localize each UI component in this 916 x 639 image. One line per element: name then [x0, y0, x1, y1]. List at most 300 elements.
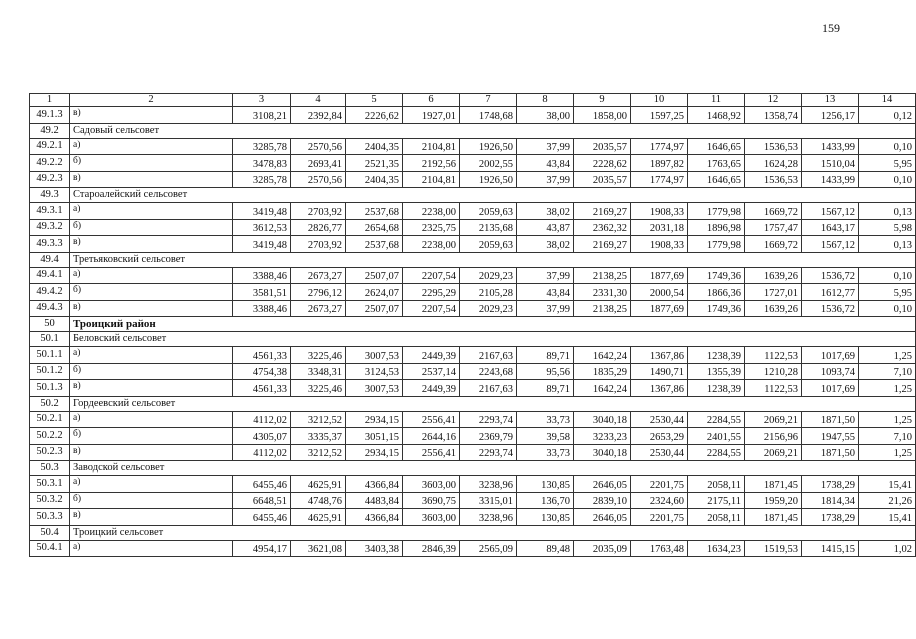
- table-cell: 1468,92: [688, 107, 745, 124]
- table-cell: 2104,81: [403, 138, 460, 155]
- table-cell: 2673,27: [291, 267, 346, 284]
- table-cell: 2646,05: [574, 476, 631, 493]
- table-cell: 2238,00: [403, 236, 460, 253]
- table-cell: 2058,11: [688, 476, 745, 493]
- table-header-row: [30, 94, 916, 107]
- table-cell: 2934,15: [346, 411, 403, 428]
- table-cell: 3225,46: [291, 380, 346, 397]
- table-cell: 1597,25: [631, 107, 688, 124]
- table-cell: 1959,20: [745, 492, 802, 509]
- table-cell: 1367,86: [631, 380, 688, 397]
- row-code: 49.4.2: [30, 284, 70, 301]
- table-cell: 2243,68: [460, 363, 517, 380]
- column-header: 6: [403, 94, 460, 107]
- row-code: 49.4.1: [30, 267, 70, 284]
- table-cell: 2404,35: [346, 171, 403, 188]
- row-code: 49.2.1: [30, 138, 70, 155]
- table-row: [30, 107, 916, 124]
- table-cell: 3603,00: [403, 476, 460, 493]
- row-label: а): [70, 540, 233, 557]
- table-cell: 2293,74: [460, 444, 517, 461]
- table-cell: 15,41: [859, 476, 916, 493]
- row-code: 49.3.1: [30, 203, 70, 220]
- table-row: [30, 492, 916, 509]
- table-cell: 1774,97: [631, 138, 688, 155]
- row-label: а): [70, 411, 233, 428]
- table-cell: 2846,39: [403, 540, 460, 557]
- table-cell: 2521,35: [346, 155, 403, 172]
- row-label: б): [70, 428, 233, 445]
- table-cell: 1749,36: [688, 300, 745, 317]
- table-cell: 2226,62: [346, 107, 403, 124]
- table-cell: 4366,84: [346, 509, 403, 526]
- table-row: [30, 267, 916, 284]
- column-header: 7: [460, 94, 517, 107]
- row-code: 50.3.2: [30, 492, 70, 509]
- table-cell: 38,02: [517, 203, 574, 220]
- table-cell: 3040,18: [574, 444, 631, 461]
- table-row: [30, 284, 916, 301]
- row-label: а): [70, 203, 233, 220]
- table-cell: 1669,72: [745, 203, 802, 220]
- section-row: [30, 123, 916, 138]
- table-cell: 3621,08: [291, 540, 346, 557]
- section-title: Троицкий сельсовет: [70, 525, 916, 540]
- table-cell: 1433,99: [802, 171, 859, 188]
- table-row: [30, 444, 916, 461]
- table-cell: 1624,28: [745, 155, 802, 172]
- table-cell: 1,25: [859, 347, 916, 364]
- table-cell: 2826,77: [291, 219, 346, 236]
- table-cell: 3238,96: [460, 476, 517, 493]
- table-cell: 4112,02: [233, 444, 291, 461]
- table-cell: 2654,68: [346, 219, 403, 236]
- section-code: 49.2: [30, 123, 70, 138]
- table-cell: 2104,81: [403, 171, 460, 188]
- table-cell: 2069,21: [745, 411, 802, 428]
- table-cell: 2570,56: [291, 138, 346, 155]
- table-cell: 1367,86: [631, 347, 688, 364]
- table-cell: 33,73: [517, 444, 574, 461]
- row-label: б): [70, 284, 233, 301]
- table-cell: 130,85: [517, 476, 574, 493]
- table-cell: 0,10: [859, 138, 916, 155]
- table-cell: 43,84: [517, 284, 574, 301]
- table-cell: 3040,18: [574, 411, 631, 428]
- table-cell: 3348,31: [291, 363, 346, 380]
- table-cell: 2295,29: [403, 284, 460, 301]
- table-cell: 6455,46: [233, 476, 291, 493]
- row-label: в): [70, 236, 233, 253]
- table-cell: 5,98: [859, 219, 916, 236]
- table-cell: 2059,63: [460, 203, 517, 220]
- table-cell: 1908,33: [631, 236, 688, 253]
- section-title: Беловский сельсовет: [70, 332, 916, 347]
- table-cell: 1646,65: [688, 171, 745, 188]
- section-code: 49.4: [30, 252, 70, 267]
- table-cell: 2284,55: [688, 411, 745, 428]
- table-cell: 1256,17: [802, 107, 859, 124]
- row-code: 49.4.3: [30, 300, 70, 317]
- table-cell: 2530,44: [631, 444, 688, 461]
- table-cell: 38,02: [517, 236, 574, 253]
- table-cell: 1757,47: [745, 219, 802, 236]
- table-cell: 2392,84: [291, 107, 346, 124]
- table-cell: 2175,11: [688, 492, 745, 509]
- row-code: 49.3.2: [30, 219, 70, 236]
- table-cell: 1,25: [859, 411, 916, 428]
- table-cell: 2530,44: [631, 411, 688, 428]
- table-cell: 2201,75: [631, 509, 688, 526]
- table-cell: 33,73: [517, 411, 574, 428]
- table-row: [30, 540, 916, 557]
- table-cell: 2673,27: [291, 300, 346, 317]
- row-label: в): [70, 107, 233, 124]
- table-cell: 2207,54: [403, 300, 460, 317]
- table-cell: 2029,23: [460, 267, 517, 284]
- row-label: а): [70, 267, 233, 284]
- table-cell: 2105,28: [460, 284, 517, 301]
- table-cell: 0,10: [859, 171, 916, 188]
- table-cell: 1774,97: [631, 171, 688, 188]
- section-row: [30, 252, 916, 267]
- table-cell: 21,26: [859, 492, 916, 509]
- table-cell: 2624,07: [346, 284, 403, 301]
- table-cell: 3212,52: [291, 411, 346, 428]
- table-cell: 1,02: [859, 540, 916, 557]
- table-cell: 3238,96: [460, 509, 517, 526]
- row-code: 49.3.3: [30, 236, 70, 253]
- table-cell: 1519,53: [745, 540, 802, 557]
- table-cell: 2058,11: [688, 509, 745, 526]
- table-cell: 4561,33: [233, 347, 291, 364]
- table-cell: 7,10: [859, 428, 916, 445]
- table-cell: 1358,74: [745, 107, 802, 124]
- section-title: Заводской сельсовет: [70, 461, 916, 476]
- row-code: 50.2.2: [30, 428, 70, 445]
- table-cell: 2324,60: [631, 492, 688, 509]
- row-label: а): [70, 138, 233, 155]
- column-header: 14: [859, 94, 916, 107]
- table-cell: 43,84: [517, 155, 574, 172]
- table-cell: 1567,12: [802, 236, 859, 253]
- table-cell: 1536,53: [745, 138, 802, 155]
- table-cell: 3612,53: [233, 219, 291, 236]
- table-cell: 1612,77: [802, 284, 859, 301]
- table-cell: 7,10: [859, 363, 916, 380]
- table-row: [30, 236, 916, 253]
- table-cell: 2000,54: [631, 284, 688, 301]
- table-cell: 4625,91: [291, 476, 346, 493]
- table-cell: 1877,69: [631, 267, 688, 284]
- table-cell: 3335,37: [291, 428, 346, 445]
- table-cell: 1643,17: [802, 219, 859, 236]
- table-cell: 1634,23: [688, 540, 745, 557]
- section-code: 50.3: [30, 461, 70, 476]
- table-cell: 1536,53: [745, 171, 802, 188]
- tariff-table: [29, 93, 916, 557]
- table-cell: 1639,26: [745, 300, 802, 317]
- table-cell: 1749,36: [688, 267, 745, 284]
- table-cell: 2059,63: [460, 236, 517, 253]
- table-cell: 3388,46: [233, 267, 291, 284]
- table-cell: 2169,27: [574, 236, 631, 253]
- table-cell: 2565,09: [460, 540, 517, 557]
- section-row: [30, 332, 916, 347]
- table-cell: 0,12: [859, 107, 916, 124]
- table-cell: 2325,75: [403, 219, 460, 236]
- table-cell: 2507,07: [346, 267, 403, 284]
- table-cell: 2537,68: [346, 236, 403, 253]
- column-header: 9: [574, 94, 631, 107]
- table-cell: 1017,69: [802, 347, 859, 364]
- table-cell: 3403,38: [346, 540, 403, 557]
- table-cell: 1779,98: [688, 203, 745, 220]
- table-cell: 1122,53: [745, 347, 802, 364]
- section-code: 49.3: [30, 188, 70, 203]
- section-row: [30, 396, 916, 411]
- table-cell: 3007,53: [346, 347, 403, 364]
- column-header: 12: [745, 94, 802, 107]
- table-cell: 37,99: [517, 267, 574, 284]
- row-label: б): [70, 155, 233, 172]
- table-cell: 6455,46: [233, 509, 291, 526]
- row-label: в): [70, 300, 233, 317]
- table-cell: 1871,50: [802, 411, 859, 428]
- table-cell: 2653,29: [631, 428, 688, 445]
- table-cell: 3603,00: [403, 509, 460, 526]
- table-cell: 1779,98: [688, 236, 745, 253]
- table-cell: 5,95: [859, 284, 916, 301]
- row-label: б): [70, 492, 233, 509]
- row-code: 49.1.3: [30, 107, 70, 124]
- table-cell: 37,99: [517, 300, 574, 317]
- table-cell: 1433,99: [802, 138, 859, 155]
- table-cell: 1866,36: [688, 284, 745, 301]
- table-cell: 1122,53: [745, 380, 802, 397]
- table-cell: 2167,63: [460, 347, 517, 364]
- row-label: б): [70, 363, 233, 380]
- table-cell: 2556,41: [403, 411, 460, 428]
- table-cell: 1748,68: [460, 107, 517, 124]
- table-cell: 2002,55: [460, 155, 517, 172]
- table-cell: 2570,56: [291, 171, 346, 188]
- table-cell: 4305,07: [233, 428, 291, 445]
- table-cell: 2537,68: [346, 203, 403, 220]
- section-row: [30, 461, 916, 476]
- table-cell: 1871,45: [745, 509, 802, 526]
- table-cell: 1738,29: [802, 509, 859, 526]
- row-code: 49.2.2: [30, 155, 70, 172]
- column-header: 10: [631, 94, 688, 107]
- table-cell: 1536,72: [802, 267, 859, 284]
- table-cell: 1646,65: [688, 138, 745, 155]
- column-header: 2: [70, 94, 233, 107]
- table-row: [30, 476, 916, 493]
- table-row: [30, 219, 916, 236]
- column-header: 13: [802, 94, 859, 107]
- table-cell: 2449,39: [403, 347, 460, 364]
- table-row: [30, 171, 916, 188]
- row-code: 50.1.2: [30, 363, 70, 380]
- page-number: 159: [822, 21, 840, 35]
- table-row: [30, 411, 916, 428]
- table-cell: 4754,38: [233, 363, 291, 380]
- table-cell: 1,25: [859, 444, 916, 461]
- column-header: 5: [346, 94, 403, 107]
- row-code: 50.2.3: [30, 444, 70, 461]
- section-title: Староалейский сельсовет: [70, 188, 916, 203]
- table-cell: 89,71: [517, 380, 574, 397]
- table-cell: 2035,09: [574, 540, 631, 557]
- table-cell: 2839,10: [574, 492, 631, 509]
- table-cell: 1858,00: [574, 107, 631, 124]
- table-cell: 3388,46: [233, 300, 291, 317]
- table-cell: 4112,02: [233, 411, 291, 428]
- table-row: [30, 509, 916, 526]
- table-cell: 2031,18: [631, 219, 688, 236]
- row-label: а): [70, 347, 233, 364]
- table-cell: 1415,15: [802, 540, 859, 557]
- table-cell: 4748,76: [291, 492, 346, 509]
- table-cell: 1017,69: [802, 380, 859, 397]
- row-code: 50.2.1: [30, 411, 70, 428]
- table-cell: 3581,51: [233, 284, 291, 301]
- row-label: а): [70, 476, 233, 493]
- table-cell: 0,13: [859, 203, 916, 220]
- section-row: [30, 525, 916, 540]
- table-cell: 3285,78: [233, 171, 291, 188]
- table-cell: 0,10: [859, 300, 916, 317]
- table-row: [30, 203, 916, 220]
- table-cell: 1238,39: [688, 380, 745, 397]
- table-cell: 1639,26: [745, 267, 802, 284]
- row-label: в): [70, 444, 233, 461]
- table-cell: 2404,35: [346, 138, 403, 155]
- table-cell: 2362,32: [574, 219, 631, 236]
- table-cell: 1567,12: [802, 203, 859, 220]
- row-label: в): [70, 171, 233, 188]
- table-cell: 2192,56: [403, 155, 460, 172]
- table-cell: 1897,82: [631, 155, 688, 172]
- section-title: Гордеевский сельсовет: [70, 396, 916, 411]
- row-label: в): [70, 509, 233, 526]
- table-cell: 1238,39: [688, 347, 745, 364]
- table-cell: 95,56: [517, 363, 574, 380]
- table-cell: 2238,00: [403, 203, 460, 220]
- table-cell: 2693,41: [291, 155, 346, 172]
- row-code: 50.1.1: [30, 347, 70, 364]
- table-cell: 3124,53: [346, 363, 403, 380]
- row-code: 49.2.3: [30, 171, 70, 188]
- table-cell: 1,25: [859, 380, 916, 397]
- table-cell: 2703,92: [291, 203, 346, 220]
- table-cell: 4561,33: [233, 380, 291, 397]
- table-cell: 2401,55: [688, 428, 745, 445]
- table-row: [30, 347, 916, 364]
- table-cell: 4625,91: [291, 509, 346, 526]
- table-cell: 3233,23: [574, 428, 631, 445]
- table-row: [30, 363, 916, 380]
- table-cell: 3051,15: [346, 428, 403, 445]
- table-cell: 1490,71: [631, 363, 688, 380]
- column-header: 4: [291, 94, 346, 107]
- table-cell: 136,70: [517, 492, 574, 509]
- table-cell: 89,48: [517, 540, 574, 557]
- table-row: [30, 300, 916, 317]
- table-cell: 2507,07: [346, 300, 403, 317]
- table-cell: 2228,62: [574, 155, 631, 172]
- table-cell: 2156,96: [745, 428, 802, 445]
- section-code: 50.4: [30, 525, 70, 540]
- table-row: [30, 380, 916, 397]
- table-cell: 1510,04: [802, 155, 859, 172]
- table-cell: 1642,24: [574, 347, 631, 364]
- table-cell: 38,00: [517, 107, 574, 124]
- table-cell: 2331,30: [574, 284, 631, 301]
- table-cell: 1210,28: [745, 363, 802, 380]
- table-cell: 1763,48: [631, 540, 688, 557]
- section-code: 50.2: [30, 396, 70, 411]
- table-cell: 2167,63: [460, 380, 517, 397]
- table-cell: 2207,54: [403, 267, 460, 284]
- table-cell: 2556,41: [403, 444, 460, 461]
- table-cell: 2644,16: [403, 428, 460, 445]
- row-code: 50.1.3: [30, 380, 70, 397]
- table-cell: 2796,12: [291, 284, 346, 301]
- table-cell: 2169,27: [574, 203, 631, 220]
- table-cell: 1536,72: [802, 300, 859, 317]
- table-cell: 2029,23: [460, 300, 517, 317]
- table-cell: 1738,29: [802, 476, 859, 493]
- table-cell: 1896,98: [688, 219, 745, 236]
- table-cell: 3285,78: [233, 138, 291, 155]
- table-row: [30, 155, 916, 172]
- table-cell: 1877,69: [631, 300, 688, 317]
- table-cell: 4366,84: [346, 476, 403, 493]
- table-cell: 4483,84: [346, 492, 403, 509]
- table-cell: 0,13: [859, 236, 916, 253]
- table-cell: 1814,34: [802, 492, 859, 509]
- table-cell: 1642,24: [574, 380, 631, 397]
- row-code: 50.3.3: [30, 509, 70, 526]
- table-cell: 39,58: [517, 428, 574, 445]
- column-header: 1: [30, 94, 70, 107]
- table-cell: 3478,83: [233, 155, 291, 172]
- table-cell: 2293,74: [460, 411, 517, 428]
- table-cell: 37,99: [517, 138, 574, 155]
- table-cell: 1871,45: [745, 476, 802, 493]
- section-title: Третьяковский сельсовет: [70, 252, 916, 267]
- table-cell: 1835,29: [574, 363, 631, 380]
- table-cell: 1927,01: [403, 107, 460, 124]
- district-row: [30, 317, 916, 332]
- section-code: 50.1: [30, 332, 70, 347]
- column-header: 11: [688, 94, 745, 107]
- table-cell: 3419,48: [233, 236, 291, 253]
- table-cell: 1908,33: [631, 203, 688, 220]
- table-cell: 2138,25: [574, 300, 631, 317]
- table-cell: 2537,14: [403, 363, 460, 380]
- table-cell: 2369,79: [460, 428, 517, 445]
- table-cell: 1871,50: [802, 444, 859, 461]
- table-cell: 2284,55: [688, 444, 745, 461]
- column-header: 3: [233, 94, 291, 107]
- row-label: б): [70, 219, 233, 236]
- table-cell: 2449,39: [403, 380, 460, 397]
- table-cell: 130,85: [517, 509, 574, 526]
- table-cell: 3212,52: [291, 444, 346, 461]
